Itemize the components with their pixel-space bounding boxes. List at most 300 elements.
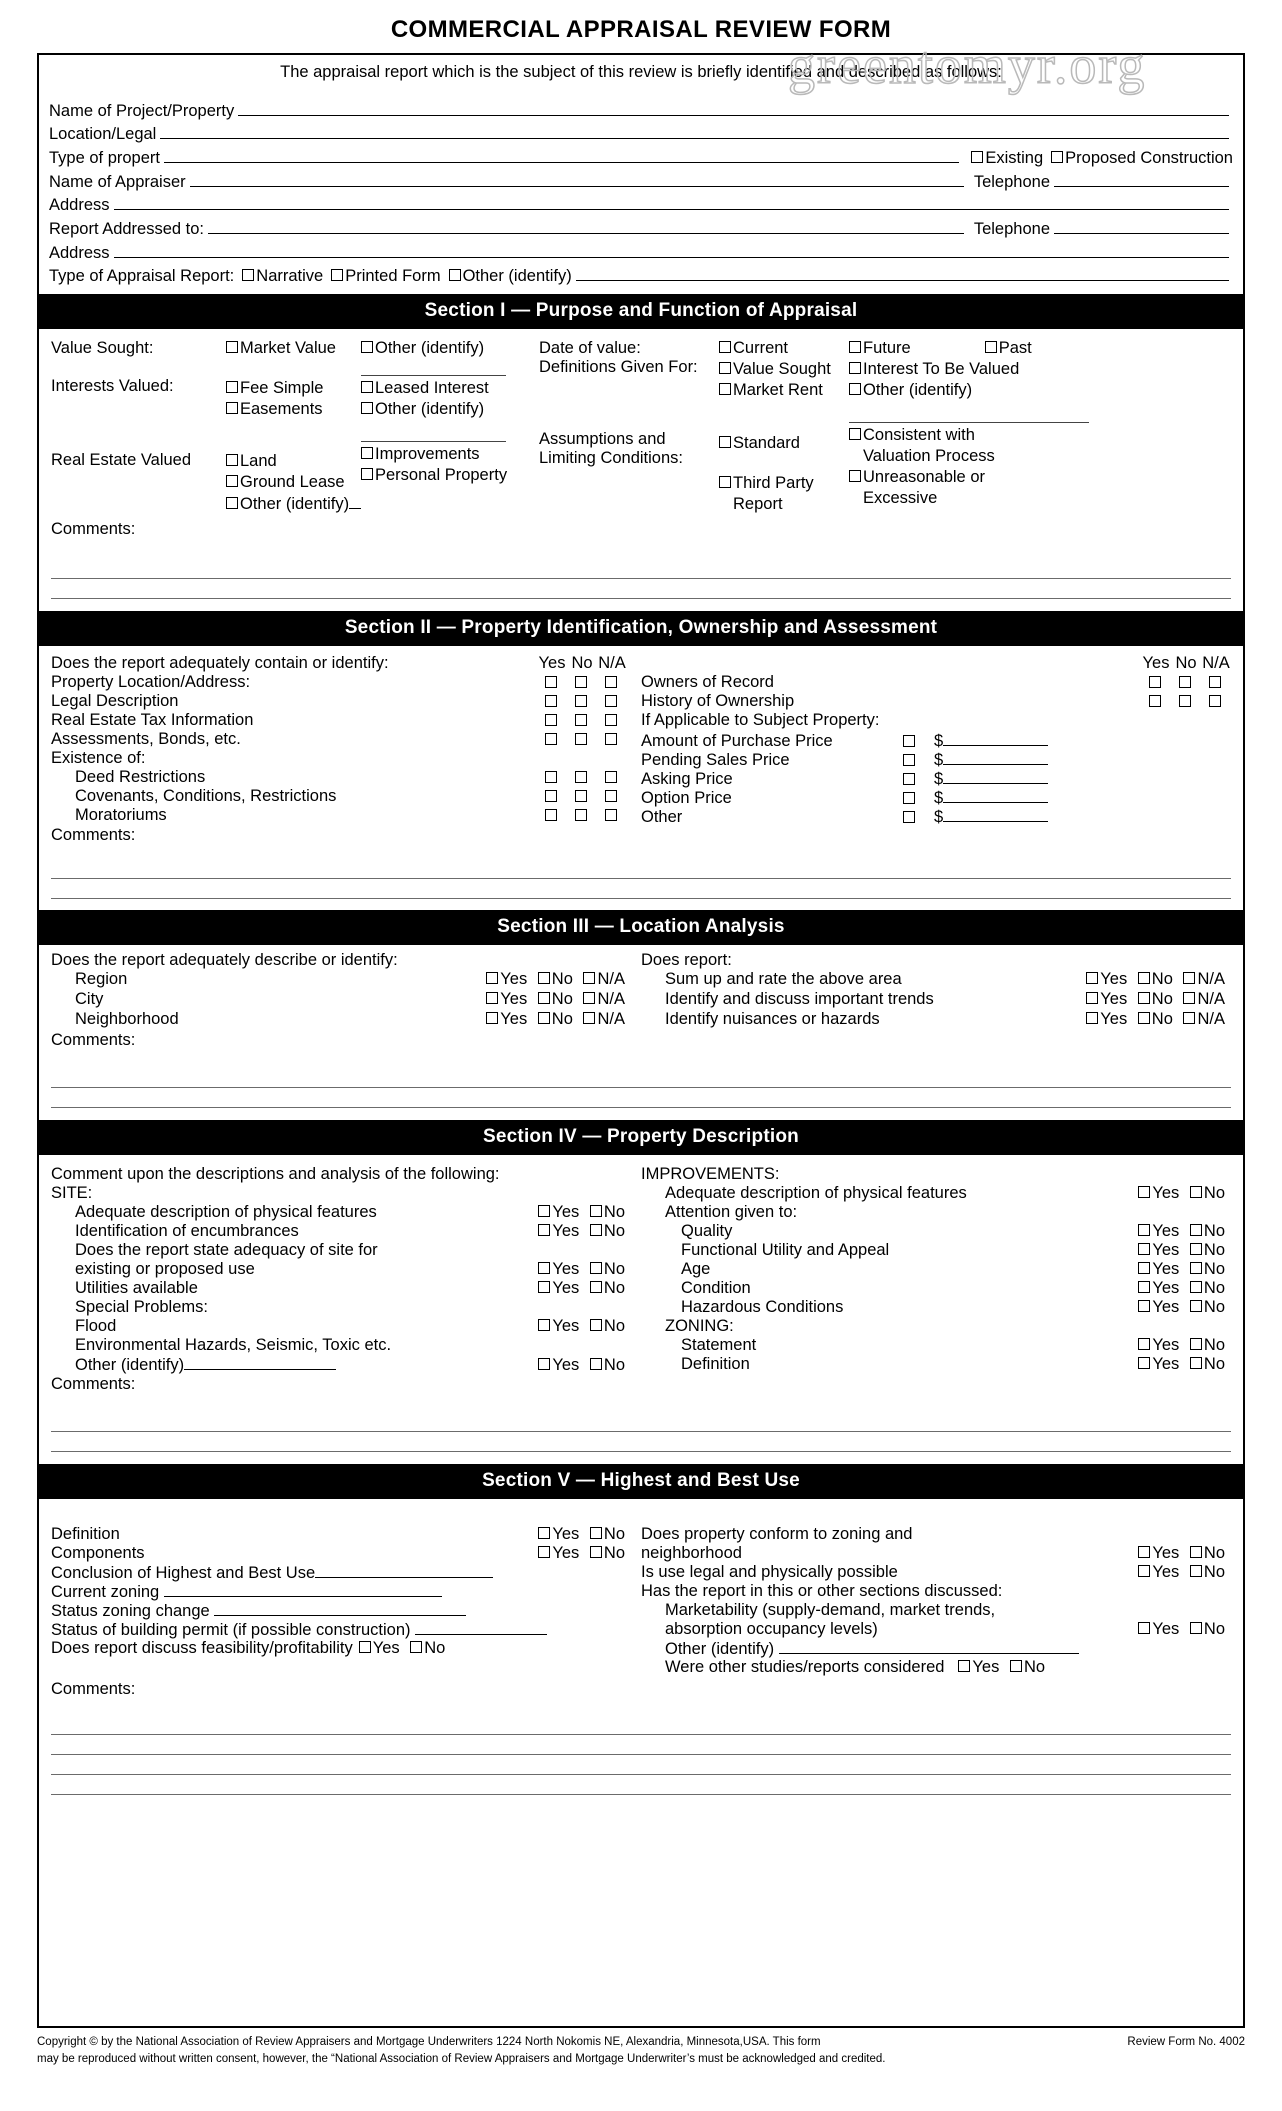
checkbox-square-icon[interactable]: [1138, 1224, 1150, 1236]
checkbox-square-icon[interactable]: [1179, 676, 1191, 688]
checkbox-square-icon[interactable]: [1086, 972, 1098, 984]
checkbox-na[interactable]: [597, 692, 627, 711]
checkbox-no[interactable]: [538, 1010, 573, 1029]
label-personal-property: Personal Property: [375, 466, 508, 485]
checkbox-square-icon[interactable]: [1138, 1357, 1150, 1369]
checkbox-asking-price[interactable]: [886, 770, 934, 789]
checkbox-square-icon[interactable]: [538, 1546, 550, 1558]
checkbox-square-icon[interactable]: [719, 436, 731, 448]
checkbox-yes[interactable]: [1086, 1010, 1127, 1029]
input-other-identify-hbu[interactable]: [779, 1639, 1079, 1654]
checkbox-square-icon[interactable]: [1190, 1565, 1202, 1577]
label-identify-nuisances: Identify nuisances or hazards: [665, 1010, 880, 1029]
table-row: [51, 970, 631, 990]
checkbox-no[interactable]: [567, 806, 597, 825]
checkbox-square-icon[interactable]: [538, 992, 550, 1004]
checkbox-yes[interactable]: [538, 1356, 579, 1375]
checkbox-square-icon[interactable]: [590, 1527, 602, 1539]
checkbox-na[interactable]: [583, 970, 625, 989]
label-definitions-given-for: Definitions Given For:: [539, 358, 698, 377]
checkbox-no[interactable]: [567, 730, 597, 749]
checkbox-square-icon[interactable]: [1010, 1660, 1022, 1672]
checkbox-no[interactable]: [1190, 1544, 1225, 1563]
checkbox-square-icon[interactable]: [538, 1527, 550, 1539]
label-yes: Yes: [1152, 1544, 1180, 1563]
checkbox-square-icon[interactable]: [545, 676, 557, 688]
checkbox-square-icon[interactable]: [719, 383, 731, 395]
checkbox-square-icon[interactable]: [1138, 972, 1150, 984]
input-address-2[interactable]: [114, 242, 1229, 258]
checkbox-square-icon[interactable]: [361, 341, 373, 353]
input-address-1[interactable]: [114, 195, 1229, 211]
checkbox-no[interactable]: [590, 1279, 625, 1298]
checkbox-square-icon[interactable]: [1190, 1357, 1202, 1369]
checkbox-yes[interactable]: [1086, 970, 1127, 989]
label-other-definitions: Other (identify): [863, 381, 973, 400]
checkbox-square-icon[interactable]: [849, 470, 861, 482]
checkbox-no[interactable]: [1190, 1184, 1225, 1203]
checkbox-unreasonable-excessive[interactable]: [849, 468, 1231, 487]
input-pending-sales-price[interactable]: [943, 749, 1048, 765]
checkbox-square-icon[interactable]: [1190, 1300, 1202, 1312]
input-other-value-sought[interactable]: [361, 365, 506, 376]
input-option-price[interactable]: [943, 787, 1048, 803]
checkbox-other-definitions[interactable]: [849, 381, 1231, 400]
checkbox-square-icon[interactable]: [1183, 992, 1195, 1004]
checkbox-personal-property[interactable]: [361, 466, 539, 485]
checkbox-square-icon[interactable]: [361, 468, 373, 480]
checkbox-square-icon[interactable]: [605, 676, 617, 688]
checkbox-printed-form[interactable]: [331, 267, 440, 286]
checkbox-no[interactable]: [1190, 1279, 1225, 1298]
checkbox-yes[interactable]: [1138, 1355, 1179, 1374]
checkbox-no[interactable]: [1190, 1298, 1225, 1317]
checkbox-square-icon[interactable]: [1190, 1262, 1202, 1274]
checkbox-square-icon[interactable]: [575, 676, 587, 688]
checkbox-square-icon[interactable]: [575, 790, 587, 802]
checkbox-square-icon[interactable]: [590, 1281, 602, 1293]
checkbox-amount-of-purchase-price[interactable]: [886, 732, 934, 751]
checkbox-pending-sales-price[interactable]: [886, 751, 934, 770]
checkbox-no[interactable]: [1190, 1222, 1225, 1241]
checkbox-square-icon[interactable]: [605, 695, 617, 707]
checkbox-yes[interactable]: [538, 1544, 579, 1563]
checkbox-yes[interactable]: [538, 1222, 579, 1241]
checkbox-other-price[interactable]: [886, 808, 934, 827]
comment-rule-line[interactable]: [51, 1068, 1231, 1088]
checkbox-yes[interactable]: [1138, 1184, 1179, 1203]
input-other-price[interactable]: [943, 806, 1048, 822]
checkbox-option-price[interactable]: [886, 789, 934, 808]
comment-rule-line[interactable]: [51, 1735, 1231, 1755]
checkbox-square-icon[interactable]: [605, 771, 617, 783]
checkbox-square-icon[interactable]: [605, 733, 617, 745]
checkbox-easements[interactable]: [226, 400, 361, 419]
label-no: No: [551, 990, 573, 1009]
checkbox-no[interactable]: [1190, 1355, 1225, 1374]
checkbox-yes[interactable]: [538, 1260, 579, 1279]
checkbox-yes[interactable]: [538, 1279, 579, 1298]
checkbox-na[interactable]: [1183, 990, 1225, 1009]
comment-rule-line[interactable]: [51, 559, 1231, 579]
checkbox-yes[interactable]: [359, 1639, 400, 1658]
checkbox-square-icon[interactable]: [903, 792, 915, 804]
checkbox-no[interactable]: [1190, 1563, 1225, 1582]
checkbox-no[interactable]: [590, 1356, 625, 1375]
input-type-of-property[interactable]: [164, 147, 959, 163]
checkbox-square-icon[interactable]: [226, 402, 238, 414]
comment-rule-line[interactable]: [51, 879, 1231, 899]
checkbox-square-icon[interactable]: [538, 1281, 550, 1293]
checkbox-proposed-construction[interactable]: [1051, 149, 1233, 168]
checkbox-square-icon[interactable]: [575, 771, 587, 783]
checkbox-square-icon[interactable]: [985, 341, 997, 353]
label-improvements: Improvements: [375, 445, 480, 464]
checkbox-square-icon[interactable]: [575, 809, 587, 821]
checkbox-square-icon[interactable]: [605, 809, 617, 821]
checkbox-yes[interactable]: [1141, 692, 1171, 711]
checkbox-square-icon[interactable]: [1138, 1565, 1150, 1577]
input-other-definitions[interactable]: [849, 412, 1089, 423]
checkbox-square-icon[interactable]: [575, 714, 587, 726]
checkbox-square-icon[interactable]: [1051, 151, 1063, 163]
input-telephone-appraiser[interactable]: [1054, 171, 1229, 187]
checkbox-yes[interactable]: [537, 692, 567, 711]
checkbox-yes[interactable]: [1138, 1620, 1179, 1639]
checkbox-square-icon[interactable]: [1086, 992, 1098, 1004]
checkbox-no[interactable]: [538, 970, 573, 989]
checkbox-no[interactable]: [590, 1317, 625, 1336]
checkbox-na[interactable]: [597, 806, 627, 825]
checkbox-square-icon[interactable]: [958, 1660, 970, 1672]
checkbox-square-icon[interactable]: [538, 1224, 550, 1236]
checkbox-no[interactable]: [590, 1544, 625, 1563]
checkbox-market-rent[interactable]: [719, 381, 849, 400]
comment-rule-line[interactable]: [51, 1412, 1231, 1432]
checkbox-no[interactable]: [567, 711, 597, 730]
checkbox-square-icon[interactable]: [849, 383, 861, 395]
checkbox-past[interactable]: [985, 339, 1032, 358]
checkbox-square-icon[interactable]: [410, 1641, 422, 1653]
checkbox-no[interactable]: [1190, 1620, 1225, 1639]
checkbox-square-icon[interactable]: [590, 1546, 602, 1558]
checkbox-other-real-estate[interactable]: [226, 494, 361, 514]
checkbox-yes[interactable]: [958, 1658, 999, 1677]
checkbox-square-icon[interactable]: [1138, 1546, 1150, 1558]
checkbox-future[interactable]: [849, 339, 911, 358]
label-marketability-line2: absorption occupancy levels): [665, 1620, 878, 1639]
row-attention-given-to: [641, 1203, 1231, 1222]
checkbox-square-icon[interactable]: [590, 1262, 602, 1274]
checkbox-no[interactable]: [538, 990, 573, 1009]
checkbox-square-icon[interactable]: [1190, 1186, 1202, 1198]
checkbox-square-icon[interactable]: [1190, 1338, 1202, 1350]
checkbox-no[interactable]: [1171, 673, 1201, 692]
checkbox-yes[interactable]: [538, 1317, 579, 1336]
input-other-report-type[interactable]: [576, 266, 1229, 282]
input-name-of-project[interactable]: [238, 100, 1229, 116]
checkbox-square-icon[interactable]: [331, 269, 343, 281]
checkbox-yes[interactable]: [537, 806, 567, 825]
checkbox-yes[interactable]: [486, 990, 527, 1009]
checkbox-na[interactable]: [583, 1010, 625, 1029]
comment-rule-line[interactable]: [51, 1088, 1231, 1108]
input-conclusion-hbu[interactable]: [315, 1563, 493, 1578]
checkbox-square-icon[interactable]: [605, 790, 617, 802]
input-current-zoning[interactable]: [164, 1582, 442, 1597]
input-report-addressed-to[interactable]: [208, 218, 964, 234]
checkbox-na[interactable]: [1183, 970, 1225, 989]
checkbox-yes[interactable]: [538, 1203, 579, 1222]
checkbox-yes[interactable]: [1138, 1563, 1179, 1582]
checkbox-leased-interest[interactable]: [361, 379, 539, 398]
checkbox-square-icon[interactable]: [1190, 1243, 1202, 1255]
checkbox-square-icon[interactable]: [242, 269, 254, 281]
checkbox-square-icon[interactable]: [583, 1012, 595, 1024]
input-location-legal[interactable]: [160, 124, 1229, 140]
checkbox-other-value-sought[interactable]: [361, 339, 539, 358]
input-status-building-permit[interactable]: [415, 1620, 547, 1635]
table-row: [51, 692, 627, 711]
checkbox-square-icon[interactable]: [545, 809, 557, 821]
checkbox-square-icon[interactable]: [903, 811, 915, 823]
checkbox-square-icon[interactable]: [226, 475, 238, 487]
label-address-2: Address: [49, 243, 110, 262]
checkbox-na[interactable]: [1183, 1010, 1225, 1029]
checkbox-yes[interactable]: [1138, 1260, 1179, 1279]
checkbox-no[interactable]: [410, 1639, 445, 1658]
checkbox-no[interactable]: [590, 1222, 625, 1241]
checkbox-square-icon[interactable]: [1209, 695, 1221, 707]
checkbox-square-icon[interactable]: [575, 733, 587, 745]
checkbox-square-icon[interactable]: [545, 790, 557, 802]
checkbox-no[interactable]: [1138, 990, 1173, 1009]
checkbox-square-icon[interactable]: [971, 151, 983, 163]
checkbox-square-icon[interactable]: [1138, 1300, 1150, 1312]
section-4-comment-rules: [39, 1400, 1243, 1452]
checkbox-square-icon[interactable]: [583, 972, 595, 984]
checkbox-square-icon[interactable]: [545, 771, 557, 783]
checkbox-na[interactable]: [597, 787, 627, 806]
checkbox-yes[interactable]: [537, 787, 567, 806]
checkbox-square-icon[interactable]: [1183, 1012, 1195, 1024]
table-row: [641, 1336, 1231, 1355]
comment-rule-line[interactable]: [51, 1775, 1231, 1795]
yes-no-group: [538, 1525, 631, 1544]
checkbox-market-value[interactable]: [226, 339, 361, 358]
checkbox-square-icon[interactable]: [538, 972, 550, 984]
checkbox-square-icon[interactable]: [719, 341, 731, 353]
checkbox-square-icon[interactable]: [1138, 1243, 1150, 1255]
checkbox-square-icon[interactable]: [538, 1319, 550, 1331]
checkbox-square-icon[interactable]: [719, 476, 731, 488]
checkbox-square-icon[interactable]: [903, 754, 915, 766]
checkbox-square-icon[interactable]: [545, 695, 557, 707]
checkbox-square-icon[interactable]: [538, 1358, 550, 1370]
label-no: No: [1203, 1279, 1225, 1298]
checkbox-standard[interactable]: [719, 434, 849, 453]
checkbox-interest-to-be-valued[interactable]: [849, 360, 1231, 379]
checkbox-square-icon[interactable]: [538, 1205, 550, 1217]
checkbox-no[interactable]: [590, 1260, 625, 1279]
input-amount-of-purchase-price[interactable]: [943, 730, 1048, 746]
input-other-identify-site[interactable]: [184, 1355, 336, 1370]
checkbox-ground-lease[interactable]: [226, 473, 361, 492]
checkbox-square-icon[interactable]: [583, 992, 595, 1004]
yes-no-group: [1138, 1279, 1231, 1298]
checkbox-yes[interactable]: [537, 673, 567, 692]
checkbox-square-icon[interactable]: [486, 972, 498, 984]
checkbox-square-icon[interactable]: [1190, 1622, 1202, 1634]
checkbox-yes[interactable]: [486, 970, 527, 989]
checkbox-no[interactable]: [567, 768, 597, 787]
checkbox-no[interactable]: [567, 787, 597, 806]
label-no: No: [603, 1544, 625, 1563]
checkbox-square-icon[interactable]: [538, 1262, 550, 1274]
checkbox-square-icon[interactable]: [538, 1012, 550, 1024]
checkbox-yes[interactable]: [537, 768, 567, 787]
checkbox-yes[interactable]: [486, 1010, 527, 1029]
checkbox-no[interactable]: [1190, 1241, 1225, 1260]
row-site-adequacy: [51, 1241, 631, 1260]
checkbox-square-icon[interactable]: [590, 1319, 602, 1331]
checkbox-yes[interactable]: [1086, 990, 1127, 1009]
checkbox-square-icon[interactable]: [226, 341, 238, 353]
checkbox-narrative[interactable]: [242, 267, 323, 286]
comment-rule-line[interactable]: [51, 1432, 1231, 1452]
checkbox-square-icon[interactable]: [226, 381, 238, 393]
checkbox-square-icon[interactable]: [849, 428, 861, 440]
checkbox-square-icon[interactable]: [1138, 1338, 1150, 1350]
comment-rule-line[interactable]: [51, 859, 1231, 879]
checkbox-no[interactable]: [1138, 1010, 1173, 1029]
checkbox-square-icon[interactable]: [226, 454, 238, 466]
label-other-value-sought: Other (identify): [375, 339, 485, 358]
checkbox-yes[interactable]: [1138, 1279, 1179, 1298]
checkbox-yes[interactable]: [1138, 1336, 1179, 1355]
checkbox-na[interactable]: [597, 730, 627, 749]
checkbox-na[interactable]: [597, 673, 627, 692]
checkbox-yes[interactable]: [1138, 1222, 1179, 1241]
checkbox-square-icon[interactable]: [1190, 1224, 1202, 1236]
checkbox-consistent-with[interactable]: [849, 426, 1231, 445]
checkbox-no[interactable]: [567, 692, 597, 711]
checkbox-yes[interactable]: [1138, 1241, 1179, 1260]
input-other-real-estate[interactable]: [349, 494, 361, 509]
checkbox-square-icon[interactable]: [1179, 695, 1191, 707]
checkbox-third-party-report[interactable]: [719, 474, 849, 493]
checkbox-square-icon[interactable]: [575, 695, 587, 707]
checkbox-square-icon[interactable]: [719, 362, 731, 374]
checkbox-existing[interactable]: [971, 149, 1043, 168]
checkbox-fee-simple[interactable]: [226, 379, 361, 398]
checkbox-square-icon[interactable]: [359, 1641, 371, 1653]
checkbox-yes[interactable]: [537, 730, 567, 749]
input-telephone-report[interactable]: [1054, 218, 1229, 234]
checkbox-square-icon[interactable]: [449, 269, 461, 281]
checkbox-square-icon[interactable]: [1190, 1546, 1202, 1558]
checkbox-square-icon[interactable]: [1138, 1281, 1150, 1293]
checkbox-no[interactable]: [590, 1203, 625, 1222]
checkbox-square-icon[interactable]: [226, 497, 238, 509]
checkbox-square-icon[interactable]: [590, 1358, 602, 1370]
checkbox-yes[interactable]: [1141, 673, 1171, 692]
checkbox-square-icon[interactable]: [1086, 1012, 1098, 1024]
checkbox-square-icon[interactable]: [1183, 972, 1195, 984]
yes-no-na-group: [486, 1010, 631, 1029]
checkbox-square-icon[interactable]: [590, 1224, 602, 1236]
input-status-zoning-change[interactable]: [214, 1601, 466, 1616]
checkbox-square-icon[interactable]: [849, 362, 861, 374]
checkbox-current[interactable]: [719, 339, 849, 358]
checkbox-no[interactable]: [1171, 692, 1201, 711]
checkbox-no[interactable]: [1190, 1260, 1225, 1279]
checkbox-square-icon[interactable]: [361, 402, 373, 414]
checkbox-square-icon[interactable]: [545, 714, 557, 726]
comment-rule-line[interactable]: [51, 579, 1231, 599]
checkbox-square-icon[interactable]: [1138, 1622, 1150, 1634]
checkbox-na[interactable]: [583, 990, 625, 1009]
label-status-zoning-change: Status zoning change: [51, 1602, 210, 1621]
checkbox-square-icon[interactable]: [1138, 1262, 1150, 1274]
checkbox-square-icon[interactable]: [1190, 1281, 1202, 1293]
checkbox-square-icon[interactable]: [1209, 676, 1221, 688]
checkbox-no[interactable]: [567, 673, 597, 692]
col-head-na: N/A: [1202, 654, 1230, 673]
checkbox-land[interactable]: [226, 452, 361, 471]
checkbox-square-icon[interactable]: [486, 1012, 498, 1024]
checkbox-no[interactable]: [1138, 970, 1173, 989]
checkbox-square-icon[interactable]: [1138, 1186, 1150, 1198]
checkbox-improvements[interactable]: [361, 445, 539, 464]
row-status-zoning-change: [51, 1601, 631, 1620]
checkbox-yes[interactable]: [1138, 1298, 1179, 1317]
checkbox-na[interactable]: [597, 768, 627, 787]
checkbox-square-icon[interactable]: [361, 381, 373, 393]
checkbox-yes[interactable]: [1138, 1544, 1179, 1563]
checkbox-square-icon[interactable]: [1138, 992, 1150, 1004]
input-other-interests[interactable]: [361, 431, 506, 442]
checkbox-square-icon[interactable]: [361, 447, 373, 459]
input-asking-price[interactable]: [943, 768, 1048, 784]
checkbox-square-icon[interactable]: [545, 733, 557, 745]
checkbox-square-icon[interactable]: [903, 735, 915, 747]
checkbox-no[interactable]: [590, 1525, 625, 1544]
checkbox-square-icon[interactable]: [590, 1205, 602, 1217]
checkbox-square-icon[interactable]: [849, 341, 861, 353]
checkbox-na[interactable]: [1201, 692, 1231, 711]
checkbox-other-interests[interactable]: [361, 400, 539, 419]
checkbox-square-icon[interactable]: [1138, 1012, 1150, 1024]
checkbox-no[interactable]: [1010, 1658, 1045, 1677]
label-report-addressed-to: Report Addressed to:: [49, 220, 205, 239]
checkbox-yes[interactable]: [537, 711, 567, 730]
input-name-of-appraiser[interactable]: [190, 171, 964, 187]
checkbox-square-icon[interactable]: [1149, 676, 1161, 688]
checkbox-no[interactable]: [1190, 1336, 1225, 1355]
checkbox-other-report-type[interactable]: [449, 267, 572, 286]
checkbox-square-icon[interactable]: [1149, 695, 1161, 707]
checkbox-na[interactable]: [597, 711, 627, 730]
checkbox-square-icon[interactable]: [605, 714, 617, 726]
checkbox-square-icon[interactable]: [903, 773, 915, 785]
checkbox-na[interactable]: [1201, 673, 1231, 692]
comment-rule-line[interactable]: [51, 1755, 1231, 1775]
checkbox-value-sought-def[interactable]: [719, 360, 849, 379]
checkbox-yes[interactable]: [538, 1525, 579, 1544]
checkbox-square-icon[interactable]: [486, 992, 498, 1004]
comment-rule-line[interactable]: [51, 1715, 1231, 1735]
